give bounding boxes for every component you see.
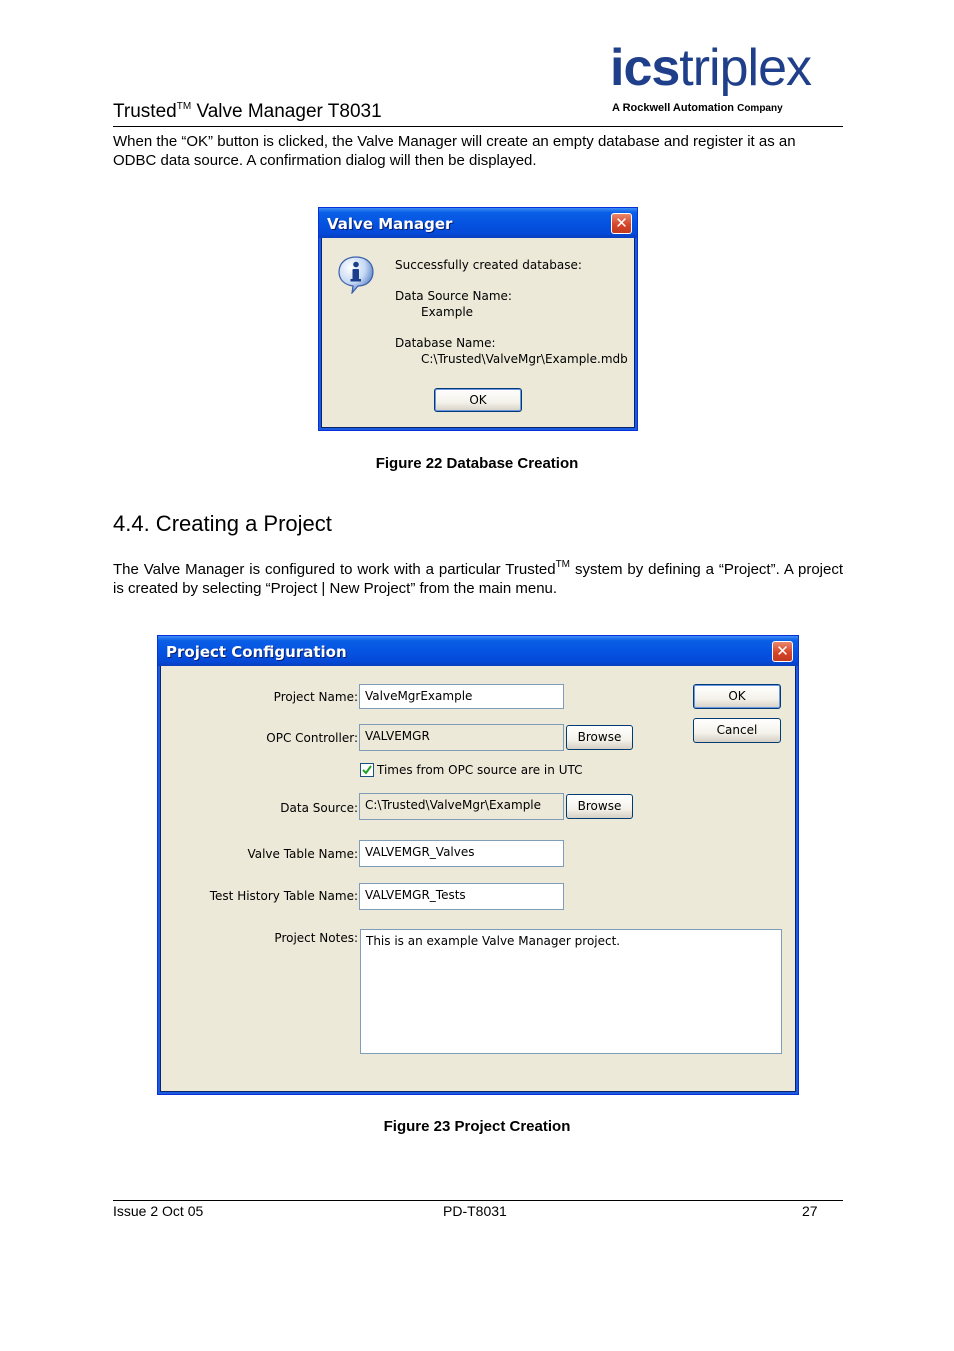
success-message: Successfully created database:	[395, 258, 582, 272]
close-icon[interactable]: ✕	[772, 641, 793, 662]
opc-controller-label: OPC Controller:	[266, 731, 358, 745]
figure-23-caption: Figure 23 Project Creation	[383, 1118, 571, 1135]
valve-table-label: Valve Table Name:	[247, 847, 358, 861]
test-history-label: Test History Table Name:	[209, 889, 358, 903]
cancel-button[interactable]: Cancel	[693, 718, 781, 743]
valve-table-input[interactable]: VALVEMGR_Valves	[359, 840, 564, 867]
section-heading: 4.4. Creating a Project	[113, 511, 332, 536]
project-name-input[interactable]: ValveMgrExample	[359, 684, 564, 709]
valve-manager-dialog	[318, 207, 638, 431]
database-name-value: C:\Trusted\ValveMgr\Example.mdb	[421, 352, 628, 366]
database-name-label: Database Name:	[395, 336, 496, 350]
dsn-value: Example	[421, 305, 474, 319]
project-notes-textarea[interactable]: This is an example Valve Manager project.	[360, 929, 782, 1054]
figure-22-caption: Figure 22 Database Creation	[375, 455, 579, 472]
data-source-label: Data Source:	[280, 801, 358, 815]
info-icon	[336, 254, 376, 294]
dsn-label: Data Source Name:	[395, 289, 512, 303]
data-source-field[interactable]: C:\Trusted\ValveMgr\Example	[359, 793, 564, 820]
data-source-browse-button[interactable]: Browse	[566, 794, 633, 819]
footer-page-number: 27	[802, 1203, 818, 1219]
logo-tagline: A Rockwell Automation Company	[612, 102, 783, 114]
trademark-sup: TM	[176, 100, 192, 112]
dialog-title: Valve Manager	[327, 215, 453, 233]
footer-doc-id: PD-T8031	[443, 1203, 507, 1219]
opc-controller-field[interactable]: VALVEMGR	[359, 724, 564, 751]
trademark-sup: TM	[555, 559, 571, 570]
project-notes-label: Project Notes:	[274, 931, 358, 945]
dialog-body	[161, 666, 795, 1091]
project-name-label: Project Name:	[273, 690, 358, 704]
dialog-body	[322, 238, 634, 427]
ok-button[interactable]: OK	[434, 388, 522, 412]
section-paragraph: The Valve Manager is configured to work with a particular Trusted™ system by defining a “Project”. A project is created by selecting “Project | New Project” from the main menu.	[113, 559, 843, 597]
footer-issue: Issue 2 Oct 05	[113, 1203, 204, 1219]
close-icon[interactable]: ✕	[611, 213, 632, 234]
project-configuration-dialog	[157, 635, 799, 1095]
ics-triplex-logo: icstriplex	[610, 39, 812, 97]
dialog-titlebar[interactable]	[319, 208, 637, 238]
page-header-title: Trusted™ Valve Manager T8031	[113, 100, 382, 122]
utc-checkbox[interactable]	[360, 763, 374, 777]
header-divider	[113, 126, 843, 127]
footer-divider	[113, 1200, 843, 1201]
opc-browse-button[interactable]: Browse	[566, 725, 633, 750]
dialog-titlebar[interactable]	[158, 636, 798, 666]
test-history-input[interactable]: VALVEMGR_Tests	[359, 883, 564, 910]
ok-button[interactable]: OK	[693, 684, 781, 709]
intro-paragraph: When the “OK” button is clicked, the Valve Manager will create an empty database and register it as an ODBC data source. A confirmation dialog will then be displayed.	[113, 133, 796, 169]
checkmark-icon	[361, 764, 373, 776]
dialog-title: Project Configuration	[166, 643, 347, 661]
utc-checkbox-label[interactable]: Times from OPC source are in UTC	[377, 763, 583, 777]
